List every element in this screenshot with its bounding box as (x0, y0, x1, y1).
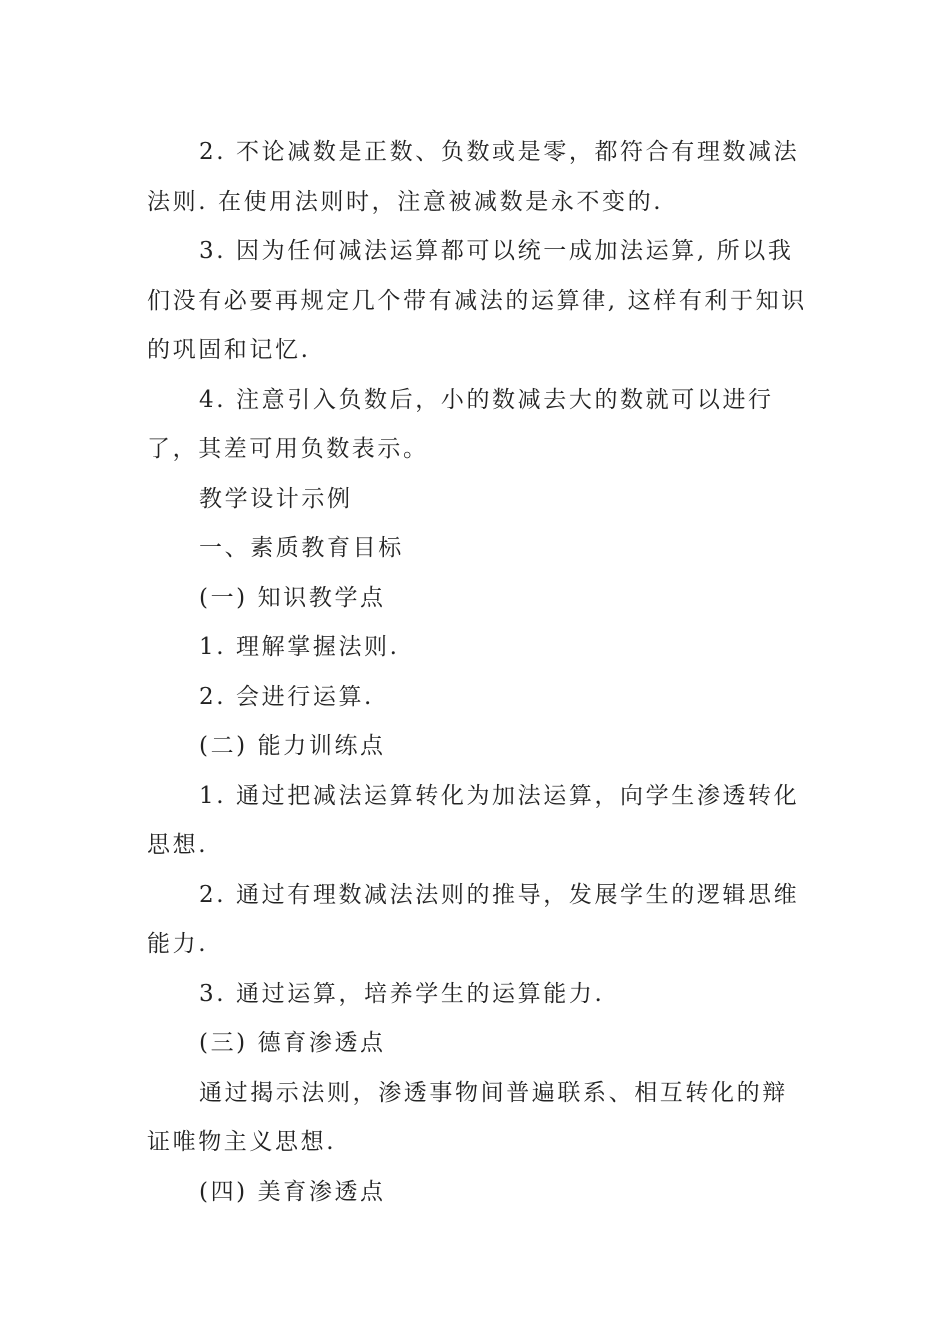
document-body (147, 128, 807, 1217)
list-item-knowledge-2: 2. 会进行运算. (199, 683, 374, 710)
subheading-aesthetic-points: (四) 美育渗透点 (199, 1178, 386, 1205)
heading-quality-goals: 一、素质教育目标 (199, 535, 404, 561)
subheading-knowledge-points: (一) 知识教学点 (199, 584, 386, 611)
list-item-ability-3: 3. 通过运算，培养学生的运算能力. (199, 980, 605, 1007)
list-item-ability-1: 1. 通过把减法运算转化为加法运算，向学生渗透转化思想. (147, 782, 800, 858)
paragraph-negative-difference: 4. 注意引入负数后，小的数减去大的数就可以进行了，其差可用负数表示。 (147, 386, 774, 462)
list-item-ability-2: 2. 通过有理数减法法则的推导，发展学生的逻辑思维能力. (147, 881, 800, 957)
subheading-moral-points: (三) 德育渗透点 (199, 1030, 386, 1056)
paragraph-moral-content: 通过揭示法则，渗透事物间普遍联系、相互转化的辩证唯物主义思想. (147, 1079, 788, 1155)
heading-teaching-design: 教学设计示例 (199, 485, 353, 512)
paragraph-subtraction-laws: 3. 因为任何减法运算都可以统一成加法运算, 所以我们没有必要再规定几个带有减法的运算律, 这样有利于知识的巩固和记忆. (147, 238, 807, 363)
subheading-ability-points: (二) 能力训练点 (199, 733, 386, 759)
paragraph-subtrahend-rule: 2. 不论减数是正数、负数或是零，都符合有理数减法法则. 在使用法则时，注意被减数是永不变的. (147, 139, 800, 215)
list-item-knowledge-1: 1. 理解掌握法则. (199, 634, 400, 660)
